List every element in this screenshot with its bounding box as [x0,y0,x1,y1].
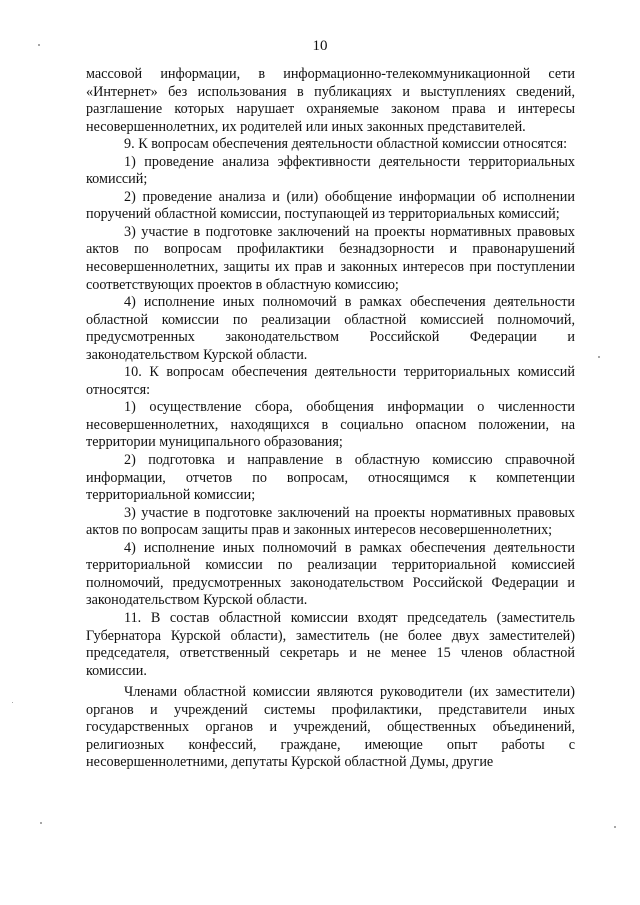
paragraph-item-11: 11. В состав областной комиссии входят председатель (заместитель Губернатора Курской области), заместитель (не более двух заместителей) председателя, ответственный секретарь и не менее 15 членов областной комиссии. [86,609,575,679]
paragraph-item-9: 9. К вопросам обеспечения деятельности областной комиссии относятся: [124,136,568,153]
paragraph-item-9-2: 2) проведение анализа и (или) обобщение информации об исполнении поручений областной комиссии, поступающей из территориальных комиссий; [86,188,575,223]
paragraph-continuation: массовой информации, в информационно-телекоммуникационной сети «Интернет» без использования в публикациях и выступлениях сведений, разглашение которых нарушает охраняемые законом права и интересы несовершеннолетних, их родителей или иных законных представителей. [86,66,575,135]
document-body [86,66,575,772]
scan-speck [40,822,42,824]
paragraph-item-9-3: 3) участие в подготовке заключений на проекты нормативных правовых актов по вопросам профилактики безнадзорности и правонарушений несовершеннолетних, защиты их прав и законных интересов при поступлении соответствующих проектов в областную комиссию; [86,223,575,293]
paragraph-item-10: 10. К вопросам обеспечения деятельности территориальных комиссий относятся: [86,364,575,398]
scan-speck [12,702,13,703]
scan-speck [614,826,616,828]
scan-speck [598,356,600,358]
paragraph-item-10-4: 4) исполнение иных полномочий в рамках обеспечения деятельности территориальной комиссии по реализации территориальной комиссией полномочий, предусмотренных законодательством Российской Федерации и законодательством Курской области. [86,539,575,609]
paragraph-item-10-3: 3) участие в подготовке заключений на проекты нормативных правовых актов по вопросам защиты прав и законных интересов несовершеннолетних; [86,504,575,539]
paragraph-item-9-1: 1) проведение анализа эффективности деятельности территориальных комиссий; [86,153,575,188]
page-number: 10 [312,38,328,54]
paragraph-item-10-2: 2) подготовка и направление в областную комиссию справочной информации, отчетов по вопросам, относящимся к компетенции территориальной комиссии; [86,452,575,504]
scan-speck [38,44,40,46]
paragraph-item-10-1: 1) осуществление сбора, обобщения информации о численности несовершеннолетних, находящихся в социально опасном положении, на территории муниципального образования; [86,399,575,451]
paragraph-item-9-4: 4) исполнение иных полномочий в рамках обеспечения деятельности областной комиссии по реализации областной комиссией полномочий, предусмотренных законодательством Российской Федерации и законодательством Курской области. [86,294,575,363]
paragraph-members: Членами областной комиссии являются руководители (их заместители) органов и учреждений системы профилактики, представители иных государственных органов и учреждений, общественных объединений, религиозных конфессий, граждане, имеющие опыт работы с несовершеннолетними, депутаты Курской областной Думы, другие [86,684,575,771]
